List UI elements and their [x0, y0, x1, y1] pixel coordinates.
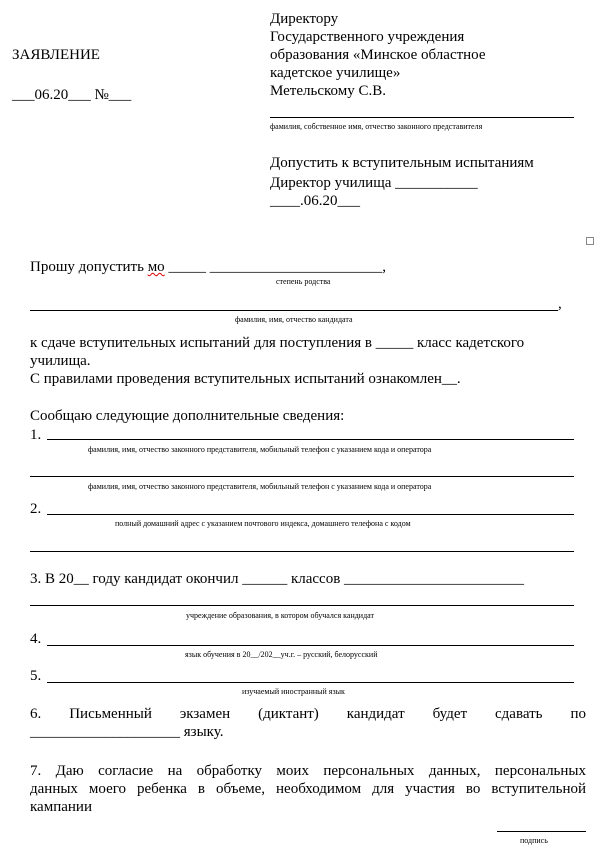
- candidate-name-line[interactable]: [30, 310, 558, 311]
- item-6-line-2: ____________________ языку.: [30, 724, 224, 740]
- addressee-line: Государственного учреждения: [270, 29, 465, 45]
- item-4-line[interactable]: [47, 645, 574, 646]
- request-mo: мо: [147, 259, 165, 275]
- item-3-text: 3. В 20__ году кандидат окончил ______ классов ________________________: [30, 571, 525, 587]
- kinship-caption: степень родства: [276, 277, 331, 286]
- approve-line: Допустить к вступительным испытаниям: [270, 155, 534, 171]
- addressee-line: Директору: [270, 11, 339, 27]
- signature-line[interactable]: [497, 831, 586, 832]
- item-2-line[interactable]: [47, 514, 574, 515]
- additional-heading: Сообщаю следующие дополнительные сведения:: [30, 408, 345, 424]
- item-1-caption-2: фамилия, имя, отчество законного представителя, мобильный телефон с указанием кода и оператора: [88, 482, 432, 491]
- item-1-line[interactable]: [47, 439, 574, 440]
- item-7-line-2: данных моего ребенка в объеме, необходимом для участия во вступительной: [30, 781, 586, 797]
- item-2-caption: полный домашний адрес с указанием почтового индекса, домашнего телефона с кодом: [115, 519, 411, 528]
- document-title: ЗАЯВЛЕНИЕ: [12, 47, 100, 63]
- request-line: [30, 258, 386, 276]
- item-5-line[interactable]: [47, 682, 574, 683]
- item-6-line-1: 6. Письменный экзамен (диктант) кандидат будет сдавать по: [30, 706, 586, 722]
- rules-text: С правилами проведения вступительных испытаний ознакомлен__.: [30, 371, 461, 387]
- item-7-line-3: кампании: [30, 799, 92, 815]
- approve-line: Директор училища ___________: [270, 175, 478, 191]
- item-3-caption: учреждение образования, в котором обучался кандидат: [186, 611, 374, 620]
- item-1-caption: фамилия, имя, отчество законного представителя, мобильный телефон с указанием кода и оператора: [88, 445, 432, 454]
- candidate-caption: фамилия, имя, отчество кандидата: [235, 315, 353, 324]
- exam-text: к сдаче вступительных испытаний для поступления в _____ класс кадетского: [30, 335, 525, 351]
- item-7-line-1: 7. Даю согласие на обработку моих персональных данных, персональных: [30, 763, 586, 779]
- item-3-line[interactable]: [30, 605, 574, 606]
- item-5-number: 5.: [30, 668, 42, 684]
- addressee-line: кадетское училище»: [270, 65, 401, 81]
- request-rest: _____ _______________________,: [164, 259, 386, 275]
- item-4-caption: язык обучения в 20__/202__уч.г. – русский, белорусский: [185, 650, 378, 659]
- item-1-line-2[interactable]: [30, 476, 574, 477]
- layout-marker: [586, 237, 594, 245]
- exam-text: училища.: [30, 353, 91, 369]
- item-2-number: 2.: [30, 501, 42, 517]
- item-5-caption: изучаемый иностранный язык: [242, 687, 345, 696]
- representative-caption: фамилия, собственное имя, отчество законного представителя: [270, 122, 483, 131]
- item-4-number: 4.: [30, 631, 42, 647]
- date-number-line: ___06.20___ №___: [12, 87, 132, 103]
- approve-line: ____.06.20___: [270, 193, 360, 209]
- candidate-name-comma: ,: [558, 296, 562, 312]
- item-1-number: 1.: [30, 427, 42, 443]
- request-start: Прошу допустить: [30, 259, 148, 275]
- addressee-line: Метельскому С.В.: [270, 83, 386, 99]
- representative-line[interactable]: [270, 117, 574, 118]
- item-2-line-2[interactable]: [30, 551, 574, 552]
- signature-caption: подпись: [520, 836, 548, 845]
- addressee-line: образования «Минское областное: [270, 47, 486, 63]
